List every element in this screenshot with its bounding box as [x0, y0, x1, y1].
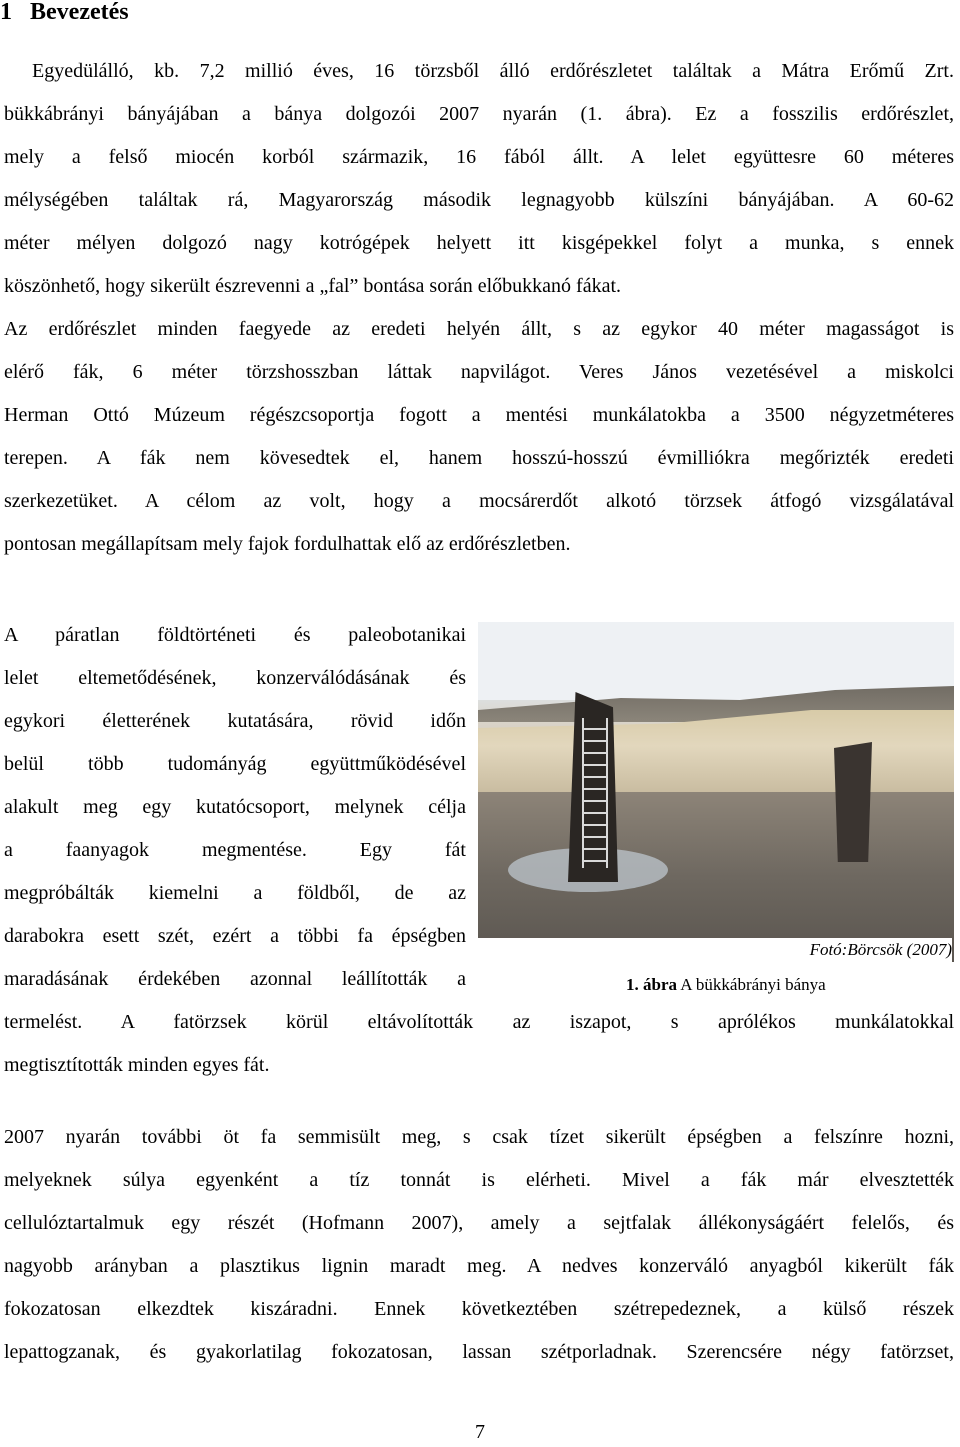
- paragraph-3-line-1: A páratlan földtörténeti és paleobotanikai: [4, 624, 466, 646]
- section-heading: [0, 0, 129, 30]
- mine-photo: [478, 622, 954, 962]
- paragraph-3-line-9: maradásának érdekében azonnal leállították a: [4, 968, 466, 990]
- figure-caption: [478, 972, 954, 998]
- paragraph-4-line-3: cellulóztartalmuk egy részét (Hofmann 2007), amely a sejtfalak állékonyságáért felelős, és: [4, 1212, 954, 1234]
- photo-tree-trunk: [834, 742, 872, 862]
- photo-credit: Fotó:Börcsök (2007): [478, 938, 952, 962]
- paragraph-2-line-6: pontosan megállapítsam mely fajok fordulhattak elő az erdőrészletben.: [4, 533, 571, 555]
- paragraph-3-line-7: megpróbálták kiemelni a földből, de az: [4, 882, 466, 904]
- paragraph-3-line-6: a faanyagok megmentése. Egy fát: [4, 839, 466, 861]
- photo-cliff: [478, 710, 954, 800]
- paragraph-1-line-5: méter mélyen dolgozó nagy kotrógépek helyett itt kisgépekkel folyt a munka, s ennek: [4, 232, 954, 254]
- paragraph-2-line-3: Herman Ottó Múzeum régészcsoportja fogott a mentési munkálatokba a 3500 négyzetméteres: [4, 404, 954, 426]
- paragraph-4-line-2: melyeknek súlya egyenként a tíz tonnát is elérheti. Mivel a fák már elvesztették: [4, 1169, 954, 1191]
- paragraph-1-line-2: bükkábrányi bányájában a bánya dolgozói 2007 nyarán (1. ábra). Ez a fosszilis erdőrészlet,: [4, 103, 954, 125]
- paragraph-1-line-4: mélységében találtak rá, Magyarország második legnagyobb külszíni bányájában. A 60-62: [4, 189, 954, 211]
- paragraph-4-line-1: 2007 nyarán további öt fa semmisült meg, s csak tízet sikerült épségben a felszínre hozni,: [4, 1126, 954, 1148]
- paragraph-3-line-3: egykori életterének kutatására, rövid időn: [4, 710, 466, 732]
- section-title: Bevezetés: [30, 0, 129, 25]
- paragraph-2-line-4: terepen. A fák nem kövesedtek el, hanem hosszú-hosszú évmilliókra megőrizték eredeti: [4, 447, 954, 469]
- paragraph-3-line-8: darabokra esett szét, ezért a többi fa épségben: [4, 925, 466, 947]
- paragraph-3-line-10: termelést. A fatörzsek körül eltávolították az iszapot, s aprólékos munkálatokkal: [4, 1011, 954, 1033]
- paragraph-2-line-5: szerkezetüket. A célom az volt, hogy a mocsárerdőt alkotó törzsek átfogó vizsgálatával: [4, 490, 954, 512]
- paragraph-4-line-6: lepattogzanak, és gyakorlatilag fokozatosan, lassan szétporladnak. Szerencsére négy fatörzset,: [4, 1341, 954, 1363]
- page-number: 7: [475, 1421, 485, 1443]
- section-number: 1: [0, 0, 12, 25]
- photo-ladder: [582, 718, 608, 868]
- paragraph-4-line-4: nagyobb arányban a plasztikus lignin maradt meg. A nedves konzerváló anyagból kikerült fák: [4, 1255, 954, 1277]
- figure-label: 1. ábra: [626, 975, 677, 994]
- paragraph-3-line-5: alakult meg egy kutatócsoport, melynek célja: [4, 796, 466, 818]
- paragraph-3-line-2: lelet eltemetődésének, konzerválódásának és: [4, 667, 466, 689]
- figure-caption-text: A bükkábrányi bánya: [677, 975, 826, 994]
- paragraph-1-line-6: köszönhető, hogy sikerült észrevenni a „fal” bontása során előbukkanó fákat.: [4, 275, 622, 297]
- photo-sky: [478, 622, 954, 700]
- paragraph-3-line-4: belül több tudományág együttműködésével: [4, 753, 466, 775]
- paragraph-4-line-5: fokozatosan elkezdtek kiszáradni. Ennek következtében szétrepedeznek, a külső részek: [4, 1298, 954, 1320]
- paragraph-1-line-1: Egyedülálló, kb. 7,2 millió éves, 16 törzsből álló erdőrészletet találtak a Mátra Erőmű Zrt.: [32, 60, 954, 82]
- paragraph-2-line-1: Az erdőrészlet minden faegyede az eredeti helyén állt, s az egykor 40 méter magasságot is: [4, 318, 954, 340]
- paragraph-1-line-3: mely a felső miocén korból származik, 16 fából állt. A lelet együttesre 60 méteres: [4, 146, 954, 168]
- paragraph-3-line-11: megtisztították minden egyes fát.: [4, 1054, 270, 1076]
- paragraph-2-line-2: elérő fák, 6 méter törzshosszban láttak napvilágot. Veres János vezetésével a miskolci: [4, 361, 954, 383]
